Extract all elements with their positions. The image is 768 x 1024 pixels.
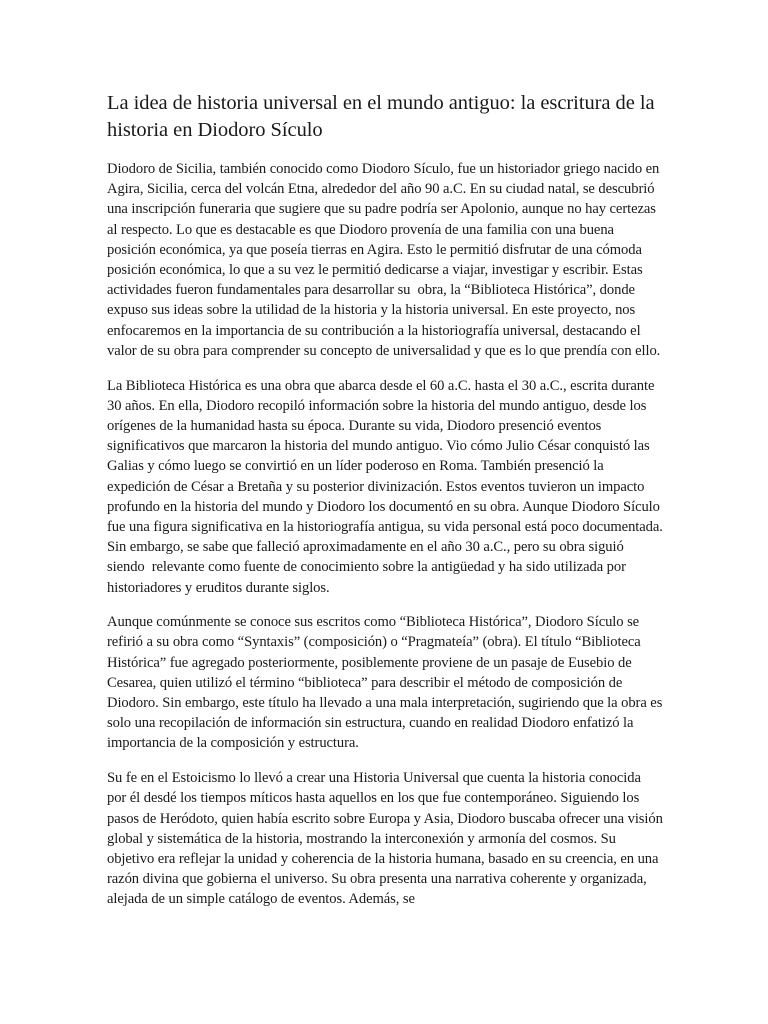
paragraph-2: La Biblioteca Histórica es una obra que abarca desde el 60 a.C. hasta el 30 a.C., escrita durante 30 años. En ella, Diodoro recopiló información sobre la historia del mundo antiguo, desde los orígenes de la humanidad hasta su época. Durante su vida, Diodoro presenció eventos significativos que marcaron la historia del mundo antiguo. Vio cómo Julio César conquistó las Galias y cómo luego se convirtió en un líder poderoso en Roma. También presenció la expedición de César a Bretaña y su posterior divinización. Estos eventos tuvieron un impacto profundo en la historia del mundo y Diodoro los documentó en su obra. Aunque Diodoro Sículo fue una figura significativa en la historiografía antigua, su vida personal está poco documentada. Sin embargo, se sabe que falleció aproximadamente en el año 30 a.C., pero su obra siguió siendo relevante como fuente de conocimiento sobre la antigüedad y ha sido utilizada por historiadores y eruditos durante siglos.	[107, 377, 667, 596]
document-page	[107, 90, 667, 924]
paragraph-4: Su fe en el Estoicismo lo llevó a crear una Historia Universal que cuenta la historia conocida por él desdé los tiempos míticos hasta aquellos en los que fue contemporáneo. Siguiendo los pasos de Heródoto, quien había escrito sobre Europa y Asia, Diodoro buscaba ofrecer una visión global y sistemática de la historia, mostrando la interconexión y armonía del cosmos. Su objetivo era reflejar la unidad y coherencia de la historia humana, basado en su creencia, en una razón divina que gobierna el universo. Su obra presenta una narrativa coherente y organizada, alejada de un simple catálogo de eventos. Además, se	[107, 770, 667, 908]
paragraph-3: Aunque comúnmente se conoce sus escritos como “Biblioteca Histórica”, Diodoro Sículo se refirió a su obra como “Syntaxis” (composición) o “Pragmateía” (obra). El título “Biblioteca Histórica” fue agregado posteriormente, posiblemente proviene de un pasaje de Eusebio de Cesarea, quien utilizó el término “biblioteca” para describir el método de composición de Diodoro. Sin embargo, este título ha llevado a una mala interpretación, sugiriendo que la obra es solo una recopilación de información sin estructura, cuando en realidad Diodoro enfatizó la importancia de la composición y estructura.	[107, 614, 666, 752]
paragraph-1: Diodoro de Sicilia, también conocido como Diodoro Sículo, fue un historiador griego nacido en Agira, Sicilia, cerca del volcán Etna, alrededor del año 90 a.C. En su ciudad natal, se descubrió una inscripción funeraria que sugiere que su padre podría ser Apolonio, aunque no hay certezas al respecto. Lo que es destacable es que Diodoro provenía de una familia con una buena posición económica, ya que poseía tierras en Agira. Esto le permitió disfrutar de una cómoda posición económica, lo que a su vez le permitió dedicarse a viajar, investigar y escribir. Estas actividades fueron fundamentales para desarrollar su obra, la “Biblioteca Histórica”, donde expuso sus ideas sobre la utilidad de la historia y la historia universal. En este proyecto, nos enfocaremos en la importancia de su contribución a la historiografía universal, destacando el valor de su obra para comprender su concepto de universalidad y que es lo que prendía con ello.	[107, 161, 663, 359]
document-title: La idea de historia universal en el mundo antiguo: la escritura de la historia en Diodoro Sículo	[107, 92, 655, 141]
